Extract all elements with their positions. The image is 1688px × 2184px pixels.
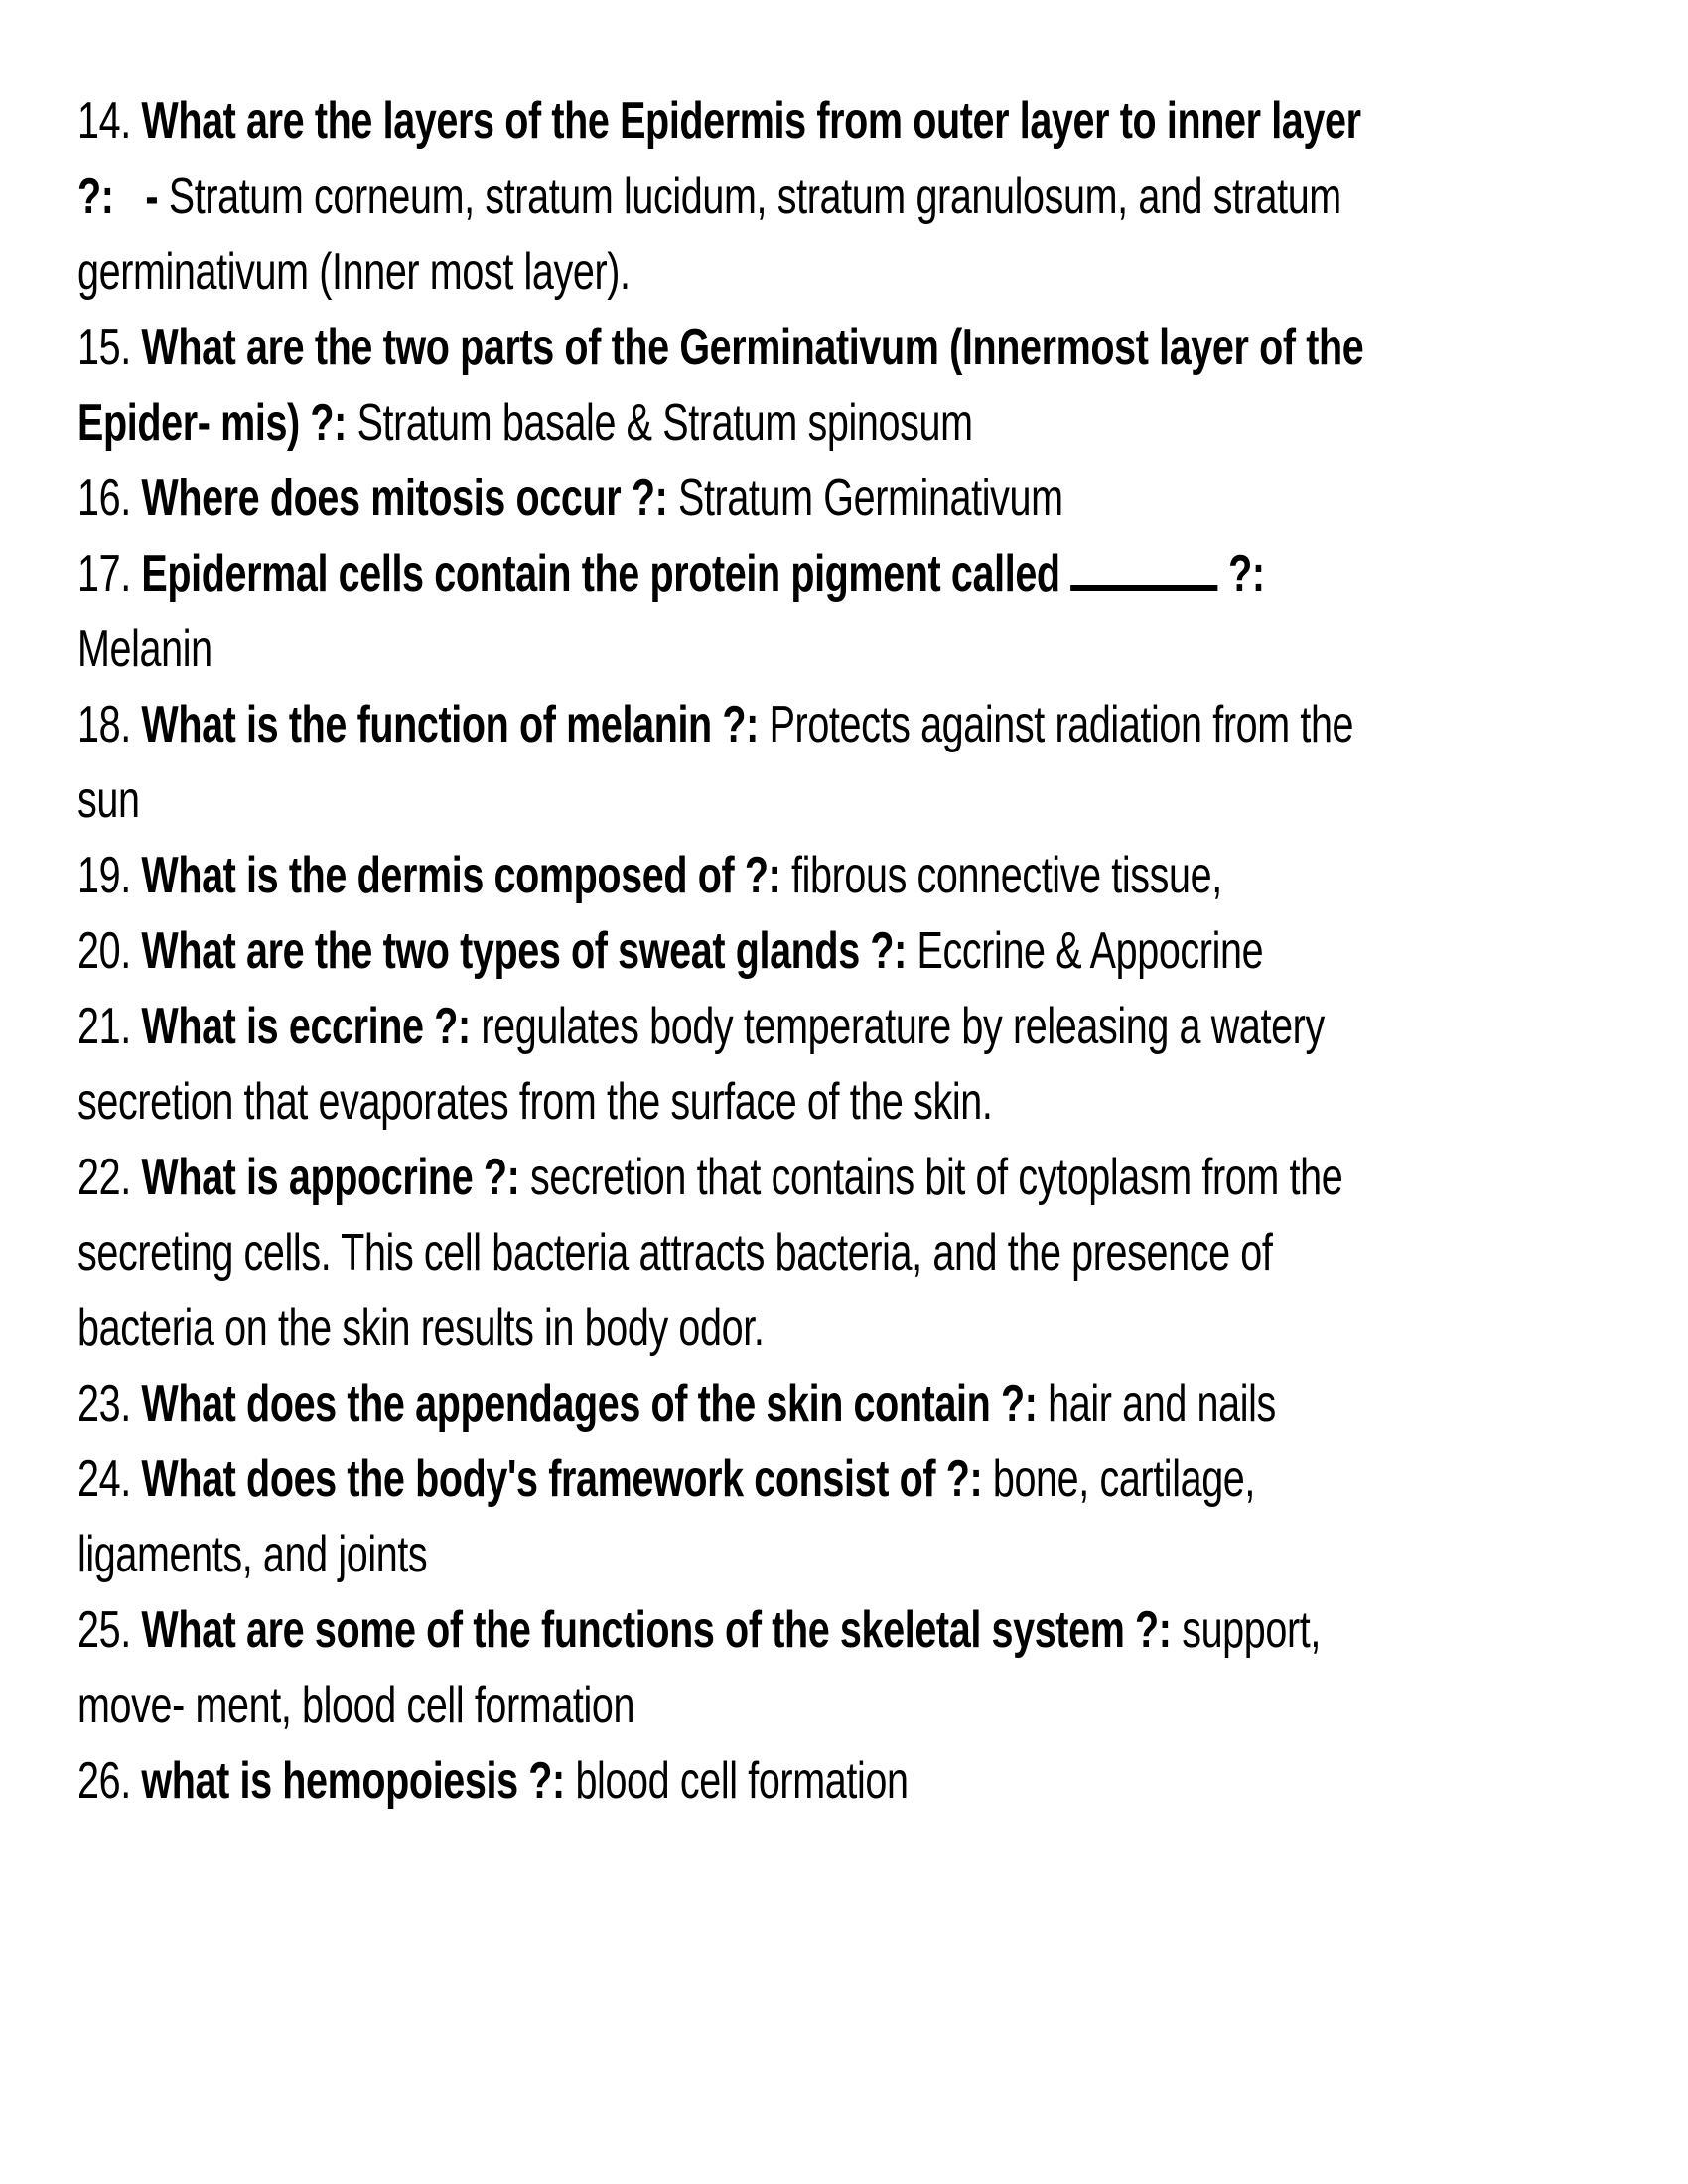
item-number: 21. xyxy=(77,998,142,1055)
document-body xyxy=(77,83,1363,1819)
answer-text: bone, cartilage, xyxy=(992,1450,1256,1508)
question-text: What is eccrine ?: xyxy=(141,998,482,1055)
text-line xyxy=(77,1366,1363,1441)
text-line xyxy=(77,838,1363,913)
question-text: what is hemopoiesis ?: xyxy=(141,1752,576,1810)
answer-text: Stratum Germinativum xyxy=(677,470,1063,527)
answer-text: Stratum basale & Stratum spinosum xyxy=(356,394,973,452)
answer-text: secretion that evaporates from the surface of the skin. xyxy=(77,1073,993,1131)
item-number: 26. xyxy=(77,1752,142,1810)
question-text: What is appocrine ?: xyxy=(141,1149,531,1206)
text-line xyxy=(77,536,1363,612)
text-line xyxy=(77,612,1363,687)
text-line xyxy=(77,159,1363,234)
text-line xyxy=(77,234,1363,310)
text-line xyxy=(77,1668,1363,1743)
answer-text: - xyxy=(145,168,169,225)
item-number: 17. xyxy=(77,545,142,603)
question-text: ?: xyxy=(77,168,114,225)
text-line xyxy=(77,310,1363,385)
item-number: 15. xyxy=(77,319,142,376)
question-text: What does the body's framework consist of ?: xyxy=(141,1450,993,1508)
question-text: What are some of the functions of the skeletal system ?: xyxy=(141,1601,1183,1659)
text-line xyxy=(77,913,1363,989)
question-text: What are the two types of sweat glands ?: xyxy=(141,922,917,980)
answer-text: move- ment, blood cell formation xyxy=(77,1677,635,1734)
text-line xyxy=(77,1592,1363,1668)
text-line xyxy=(77,687,1363,762)
item-number: 22. xyxy=(77,1149,142,1206)
text-line xyxy=(77,762,1363,838)
answer-text: ligaments, and joints xyxy=(77,1526,428,1583)
answer-text: Protects against radiation from the xyxy=(769,696,1354,753)
question-text: Epidermal cells contain the protein pigment called xyxy=(141,545,1071,603)
text-line xyxy=(77,1291,1363,1366)
question-text: Epider- mis) ?: xyxy=(77,394,357,452)
answer-text: Eccrine & Appocrine xyxy=(916,922,1264,980)
text-line xyxy=(77,1064,1363,1140)
text-line xyxy=(77,1441,1363,1517)
fill-in-blank-underline xyxy=(1070,575,1217,591)
text-line xyxy=(77,461,1363,536)
item-number: 18. xyxy=(77,696,142,753)
answer-text: fibrous connective tissue, xyxy=(790,847,1222,904)
answer-text: secreting cells. This cell bacteria attracts bacteria, and the presence of xyxy=(77,1224,1273,1282)
item-number: 19. xyxy=(77,847,142,904)
item-number: 23. xyxy=(77,1375,142,1433)
item-number: 16. xyxy=(77,470,142,527)
text-line xyxy=(77,1743,1363,1819)
text-line xyxy=(77,1517,1363,1592)
text-line xyxy=(77,1140,1363,1215)
answer-text: Stratum corneum, stratum lucidum, stratum granulosum, and stratum xyxy=(168,168,1341,225)
answer-text: germinativum (Inner most layer). xyxy=(77,243,631,301)
answer-text: support, xyxy=(1182,1601,1321,1659)
answer-text: hair and nails xyxy=(1048,1375,1276,1433)
question-text: What are the two parts of the Germinativum (Innermost layer of the xyxy=(141,319,1364,376)
answer-text: regulates body temperature by releasing a watery xyxy=(481,998,1325,1055)
question-text: ?: xyxy=(1217,545,1265,603)
answer-text: blood cell formation xyxy=(575,1752,909,1810)
item-number: 14. xyxy=(77,92,142,150)
text-line xyxy=(77,989,1363,1064)
question-text: What does the appendages of the skin contain ?: xyxy=(141,1375,1049,1433)
item-number: 25. xyxy=(77,1601,142,1659)
question-text: Where does mitosis occur ?: xyxy=(141,470,678,527)
answer-text: bacteria on the skin results in body odor. xyxy=(77,1299,765,1357)
text-line xyxy=(77,1215,1363,1291)
question-text: What are the layers of the Epidermis from outer layer to inner layer xyxy=(141,92,1361,150)
answer-text: secretion that contains bit of cytoplasm from the xyxy=(530,1149,1343,1206)
question-text: What is the dermis composed of ?: xyxy=(141,847,791,904)
question-text: What is the function of melanin ?: xyxy=(141,696,770,753)
text-line xyxy=(77,83,1363,159)
answer-text xyxy=(114,168,146,225)
text-line xyxy=(77,385,1363,461)
answer-text: sun xyxy=(77,771,140,829)
item-number: 20. xyxy=(77,922,142,980)
answer-text: Melanin xyxy=(77,620,212,678)
item-number: 24. xyxy=(77,1450,142,1508)
